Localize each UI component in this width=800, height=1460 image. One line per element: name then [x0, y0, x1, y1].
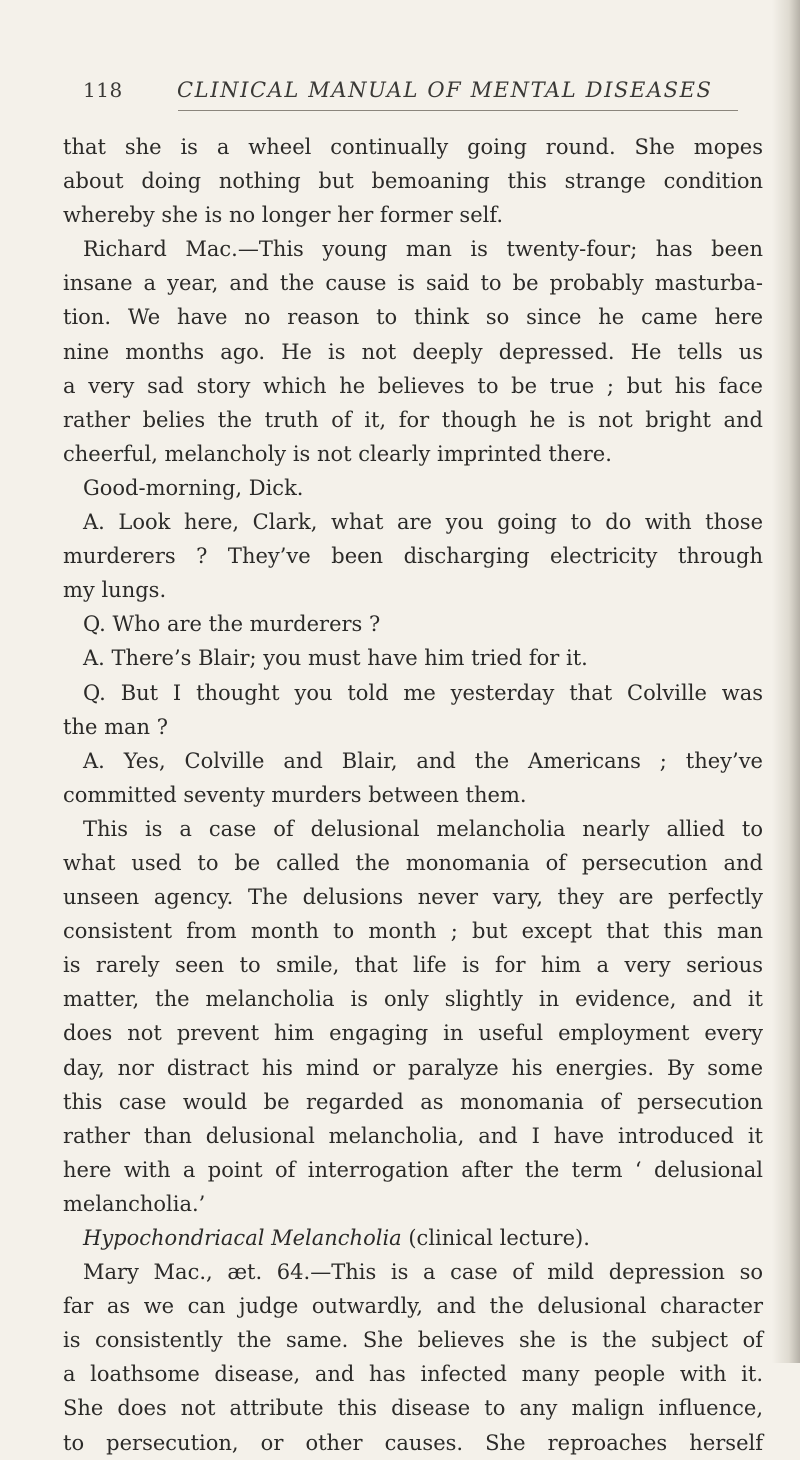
- text-line: my lungs.: [63, 578, 167, 603]
- text-line: this case would be regarded as monomania of persecution: [63, 1089, 763, 1114]
- text-line: committed seventy murders between them.: [63, 782, 527, 807]
- subheading-suffix: (clinical lecture).: [401, 1226, 590, 1250]
- text-line: is rarely seen to smile, that life is for him a very serious: [63, 953, 763, 978]
- text-line: Good-morning, Dick.: [83, 475, 304, 500]
- text-line: nine months ago. He is not deeply depressed. He tells us: [63, 339, 763, 364]
- text-line: to persecution, or other causes. She reproaches herself: [63, 1430, 763, 1455]
- subheading-title: Hypochondriacal Melancholia: [83, 1226, 402, 1250]
- running-title: CLINICAL MANUAL OF MENTAL DISEASES: [177, 78, 713, 102]
- text-line: This is a case of delusional melancholia nearly allied to: [83, 816, 763, 841]
- text-line: is consistently the same. She believes she is the subject of: [63, 1328, 763, 1353]
- text-line: Mary Mac., æt. 64.—This is a case of mild depression so: [83, 1260, 763, 1285]
- text-line: A. Look here, Clark, what are you going to do with those: [83, 510, 763, 535]
- text-line: insane a year, and the cause is said to be probably masturba-: [63, 271, 763, 296]
- text-line: murderers ? They’ve been discharging electricity through: [63, 544, 763, 569]
- text-line: cheerful, melancholy is not clearly imprinted there.: [63, 441, 612, 466]
- header-rule: [178, 110, 738, 111]
- text-line: whereby she is no longer her former self.: [63, 203, 504, 228]
- text-line: a very sad story which he believes to be true ; but his face: [63, 373, 763, 398]
- text-line: Q. Who are the murderers ?: [83, 612, 381, 637]
- text-line: matter, the melancholia is only slightly in evidence, and it: [63, 987, 763, 1012]
- body-text: [63, 130, 763, 1460]
- text-line: far as we can judge outwardly, and the delusional character: [63, 1294, 763, 1319]
- text-line: what used to be called the monomania of persecution and: [63, 850, 763, 875]
- text-line: the man ?: [63, 714, 168, 739]
- text-line: melancholia.’: [63, 1191, 206, 1216]
- text-line: rather belies the truth of it, for though he is not bright and: [63, 407, 763, 432]
- text-line: rather than delusional melancholia, and I have introduced it: [63, 1123, 763, 1148]
- running-header: [83, 78, 763, 112]
- page-edge-shadow: [772, 0, 800, 1363]
- text-line: tion. We have no reason to think so since he came here: [63, 305, 763, 330]
- text-line: unseen agency. The delusions never vary, they are perfectly: [63, 885, 763, 910]
- text-line: does not prevent him engaging in useful employment every: [63, 1021, 763, 1046]
- subheading-line: [63, 1221, 763, 1255]
- text-line: a loathsome disease, and has infected many people with it.: [63, 1362, 763, 1387]
- text-line: day, nor distract his mind or paralyze his energies. By some: [63, 1055, 763, 1080]
- text-line: She does not attribute this disease to any malign influence,: [63, 1396, 763, 1421]
- text-line: that she is a wheel continually going round. She mopes: [63, 135, 763, 159]
- text-line: here with a point of interrogation after the term ‘ delusional: [63, 1157, 763, 1182]
- text-line: about doing nothing but bemoaning this strange condition: [63, 169, 763, 194]
- text-line: A. Yes, Colville and Blair, and the Americans ; they’ve: [83, 748, 763, 773]
- text-line: Q. But I thought you told me yesterday that Colville was: [83, 680, 763, 705]
- text-line: Richard Mac.—This young man is twenty-four; has been: [83, 237, 763, 262]
- text-line: consistent from month to month ; but except that this man: [63, 919, 763, 944]
- text-line: A. There’s Blair; you must have him tried for it.: [83, 646, 588, 671]
- page-number: 118: [83, 78, 123, 102]
